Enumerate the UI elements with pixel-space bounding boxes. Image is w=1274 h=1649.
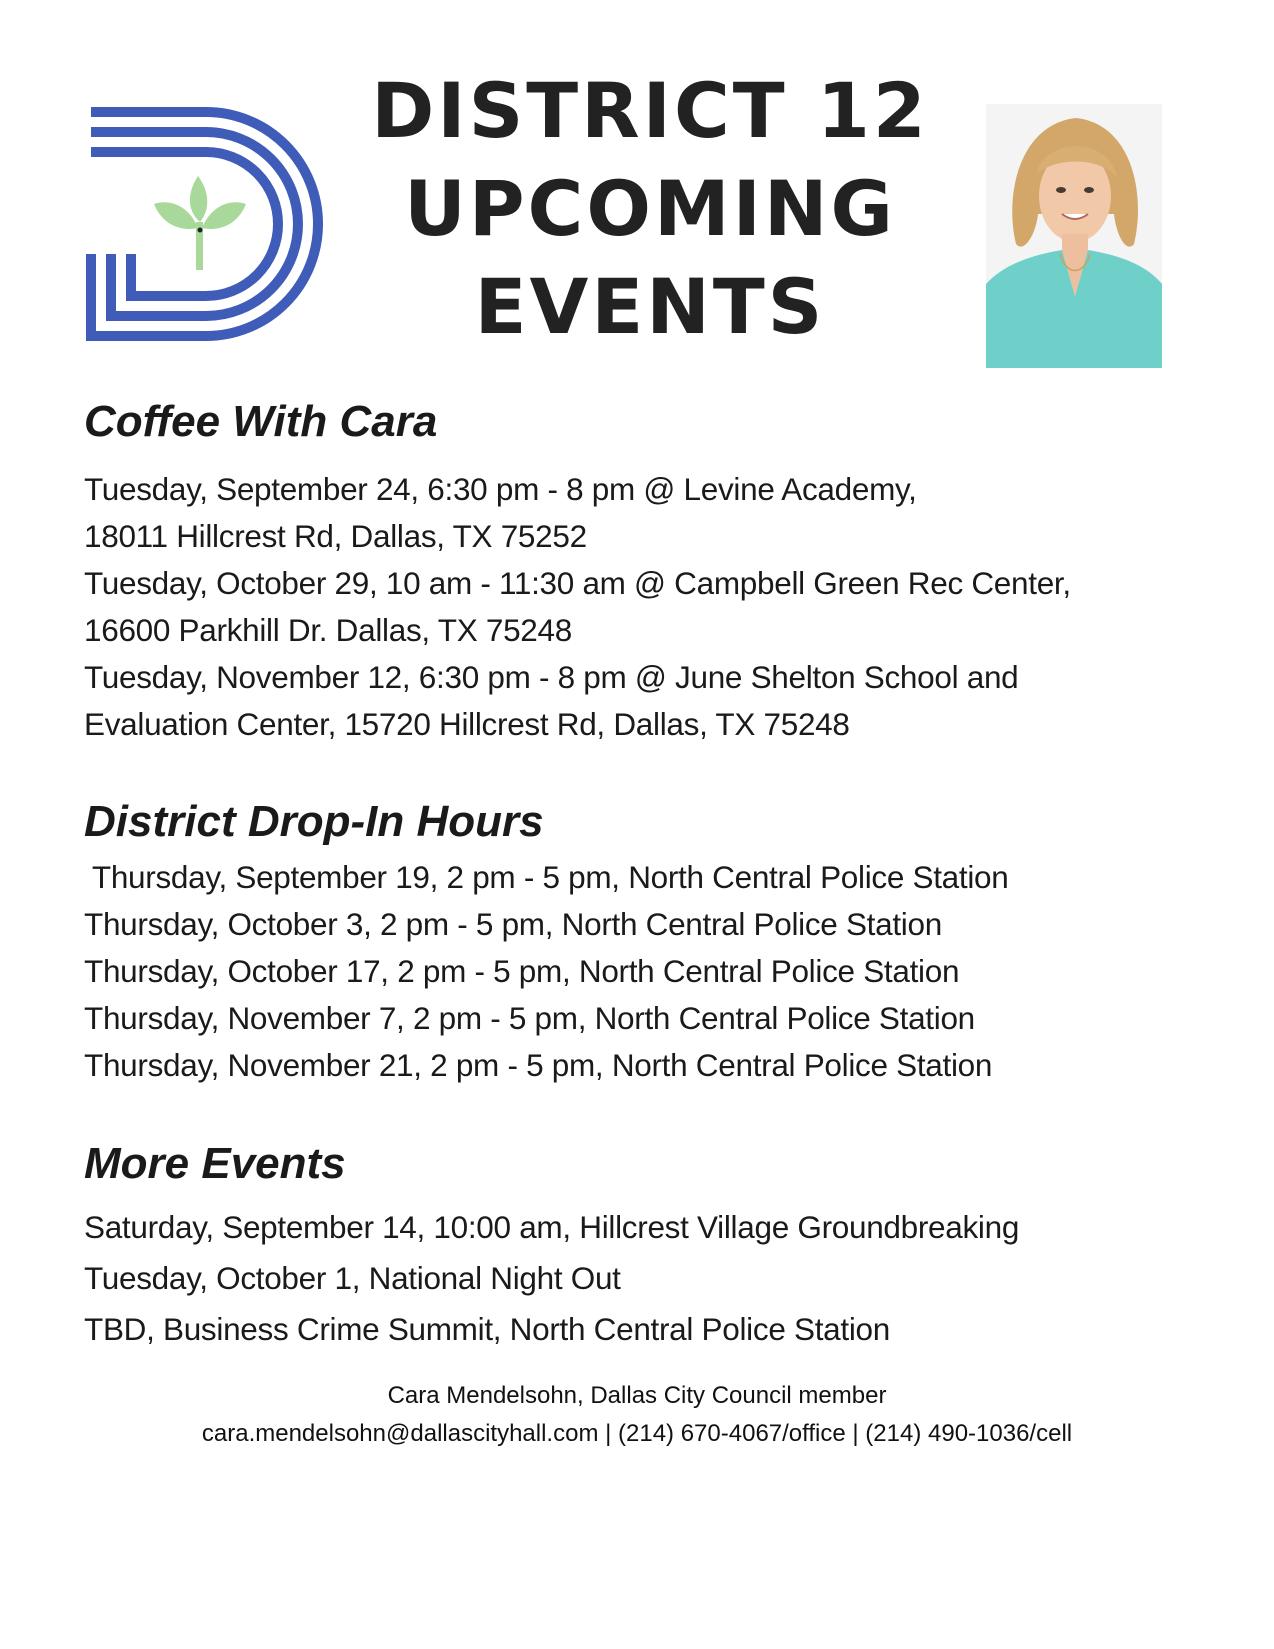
footer-contact-line: cara.mendelsohn@dallascityhall.com | (214) 670-4067/office | (214) 490-1036/cell [201, 1420, 1073, 1447]
more-events-heading: More Events [84, 1139, 346, 1188]
dallas-d-leaf-logo-icon [86, 104, 326, 344]
title-line-1: DISTRICT 12 [371, 66, 929, 155]
more-line-3: TBD, Business Crime Summit, North Central Police Station [84, 1311, 890, 1347]
dropin-line-3: Thursday, October 17, 2 pm - 5 pm, North Central Police Station [84, 953, 960, 989]
dropin-line-5: Thursday, November 21, 2 pm - 5 pm, North Central Police Station [84, 1047, 993, 1083]
dropin-line-1: Thursday, September 19, 2 pm - 5 pm, North Central Police Station [84, 859, 1009, 895]
title-line-2: UPCOMING [404, 164, 896, 253]
coffee-line-1: Tuesday, September 24, 6:30 pm - 8 pm @ Levine Academy, [84, 471, 917, 507]
more-line-2: Tuesday, October 1, National Night Out [84, 1260, 621, 1296]
coffee-section [84, 394, 1204, 748]
coffee-line-6: Evaluation Center, 15720 Hillcrest Rd, Dallas, TX 75248 [84, 706, 850, 742]
page-title [330, 62, 970, 356]
coffee-heading: Coffee With Cara [84, 397, 438, 446]
footer-name-line: Cara Mendelsohn, Dallas City Council member [387, 1382, 887, 1409]
coffee-line-2: 18011 Hillcrest Rd, Dallas, TX 75252 [84, 518, 587, 554]
dropin-heading: District Drop-In Hours [84, 797, 544, 846]
coffee-line-5: Tuesday, November 12, 6:30 pm - 8 pm @ June Shelton School and [84, 659, 1019, 695]
dropin-line-2: Thursday, October 3, 2 pm - 5 pm, North Central Police Station [84, 906, 942, 942]
coffee-line-4: 16600 Parkhill Dr. Dallas, TX 75248 [84, 612, 572, 648]
title-line-3: EVENTS [474, 262, 826, 351]
footer [0, 1377, 1274, 1453]
dropin-section [84, 794, 1204, 1089]
more-line-1: Saturday, September 14, 10:00 am, Hillcrest Village Groundbreaking [84, 1209, 1020, 1245]
council-member-portrait [986, 104, 1162, 368]
more-events-section [84, 1136, 1204, 1355]
dropin-line-4: Thursday, November 7, 2 pm - 5 pm, North Central Police Station [84, 1000, 975, 1036]
leaf-icon [154, 176, 246, 270]
coffee-line-3: Tuesday, October 29, 10 am - 11:30 am @ Campbell Green Rec Center, [84, 565, 1071, 601]
